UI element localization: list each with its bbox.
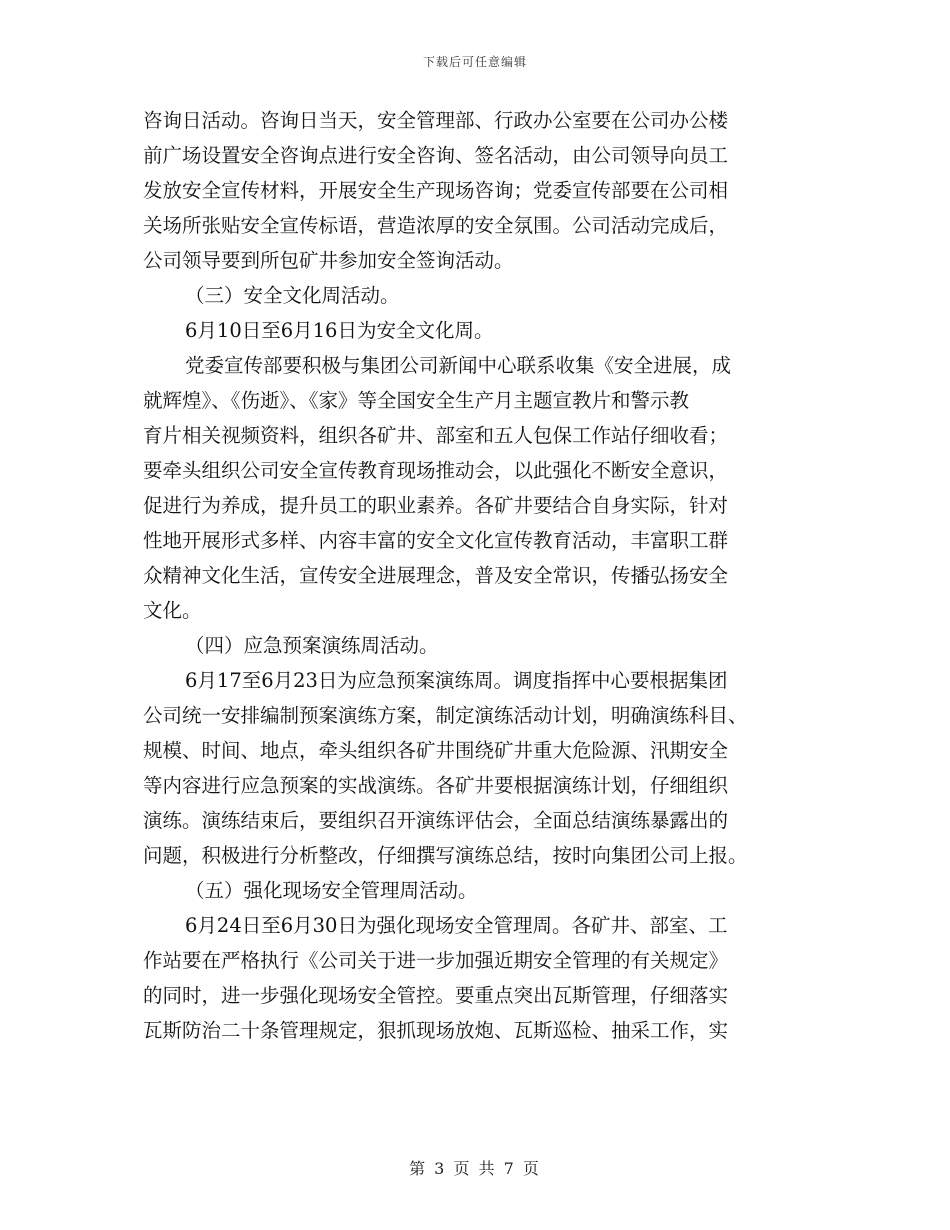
text-line: 公司领导要到所包矿井参加安全签询活动。 xyxy=(143,249,514,272)
text-line: 问题，积极进行分析整改，仔细撰写演练总结，按时向集团公司上报。 xyxy=(143,844,748,867)
text-line: 6月24日至6月30日为强化现场安全管理周。各矿井、部室、工 xyxy=(185,914,728,937)
text-line: 作站要在严格执行《公司关于进一步加强近期安全管理的有关规定》 xyxy=(143,949,729,972)
text-line: 关场所张贴安全宣传标语，营造浓厚的安全氛围。公司活动完成后， xyxy=(143,214,729,237)
document-body xyxy=(143,103,808,1048)
text-line: 规模、时间、地点，牵头组织各矿井围绕矿井重大危险源、汛期安全 xyxy=(143,739,729,762)
text-line: 咨询日活动。咨询日当天，安全管理部、行政办公室要在公司办公楼 xyxy=(143,109,729,132)
text-line: 前广场设置安全咨询点进行安全咨询、签名活动，由公司领导向员工 xyxy=(143,144,729,167)
text-line: 党委宣传部要积极与集团公司新闻中心联系收集《安全进展，成 xyxy=(185,354,732,377)
text-line: 6月17至6月23日为应急预案演练周。调度指挥中心要根据集团 xyxy=(185,669,728,692)
text-line: 性地开展形式多样、内容丰富的安全文化宣传教育活动，丰富职工群 xyxy=(143,529,729,552)
page-number: 第 3 页 共 7 页 xyxy=(409,1159,541,1178)
text-line: 众精神文化生活，宣传安全进展理念，普及安全常识，传播弘扬安全 xyxy=(143,564,729,587)
text-line: 等内容进行应急预案的实战演练。各矿井要根据演练计划，仔细组织 xyxy=(143,774,729,797)
text-line: 发放安全宣传材料，开展安全生产现场咨询；党委宣传部要在公司相 xyxy=(143,179,729,202)
text-line: 6月10日至6月16日为安全文化周。 xyxy=(185,319,494,342)
text-line: 瓦斯防治二十条管理规定，狠抓现场放炮、瓦斯巡检、抽采工作，实 xyxy=(143,1019,729,1042)
text-line: 演练。演练结束后，要组织召开演练评估会，全面总结演练暴露出的 xyxy=(143,809,729,832)
text-line: 文化。 xyxy=(143,599,202,622)
text-line: 促进行为养成，提升员工的职业素养。各矿井要结合自身实际，针对 xyxy=(143,494,729,517)
text-line: （三）安全文化周活动。 xyxy=(185,284,400,307)
text-line: 就辉煌》、《伤逝》、《家》等全国安全生产月主题宣教片和警示教 xyxy=(143,389,690,412)
text-line: 要牵头组织公司安全宣传教育现场推动会，以此强化不断安全意识， xyxy=(143,459,729,482)
text-line: （四）应急预案演练周活动。 xyxy=(185,634,439,657)
text-line: 公司统一安排编制预案演练方案，制定演练活动计划，明确演练科目、 xyxy=(143,704,748,727)
text-line: 的同时，进一步强化现场安全管控。要重点突出瓦斯管理，仔细落实 xyxy=(143,984,729,1007)
text-line: （五）强化现场安全管理周活动。 xyxy=(185,879,478,902)
text-line: 育片相关视频资料，组织各矿井、部室和五人包保工作站仔细收看； xyxy=(143,424,729,447)
page-header: 下载后可任意编辑 xyxy=(422,55,527,69)
